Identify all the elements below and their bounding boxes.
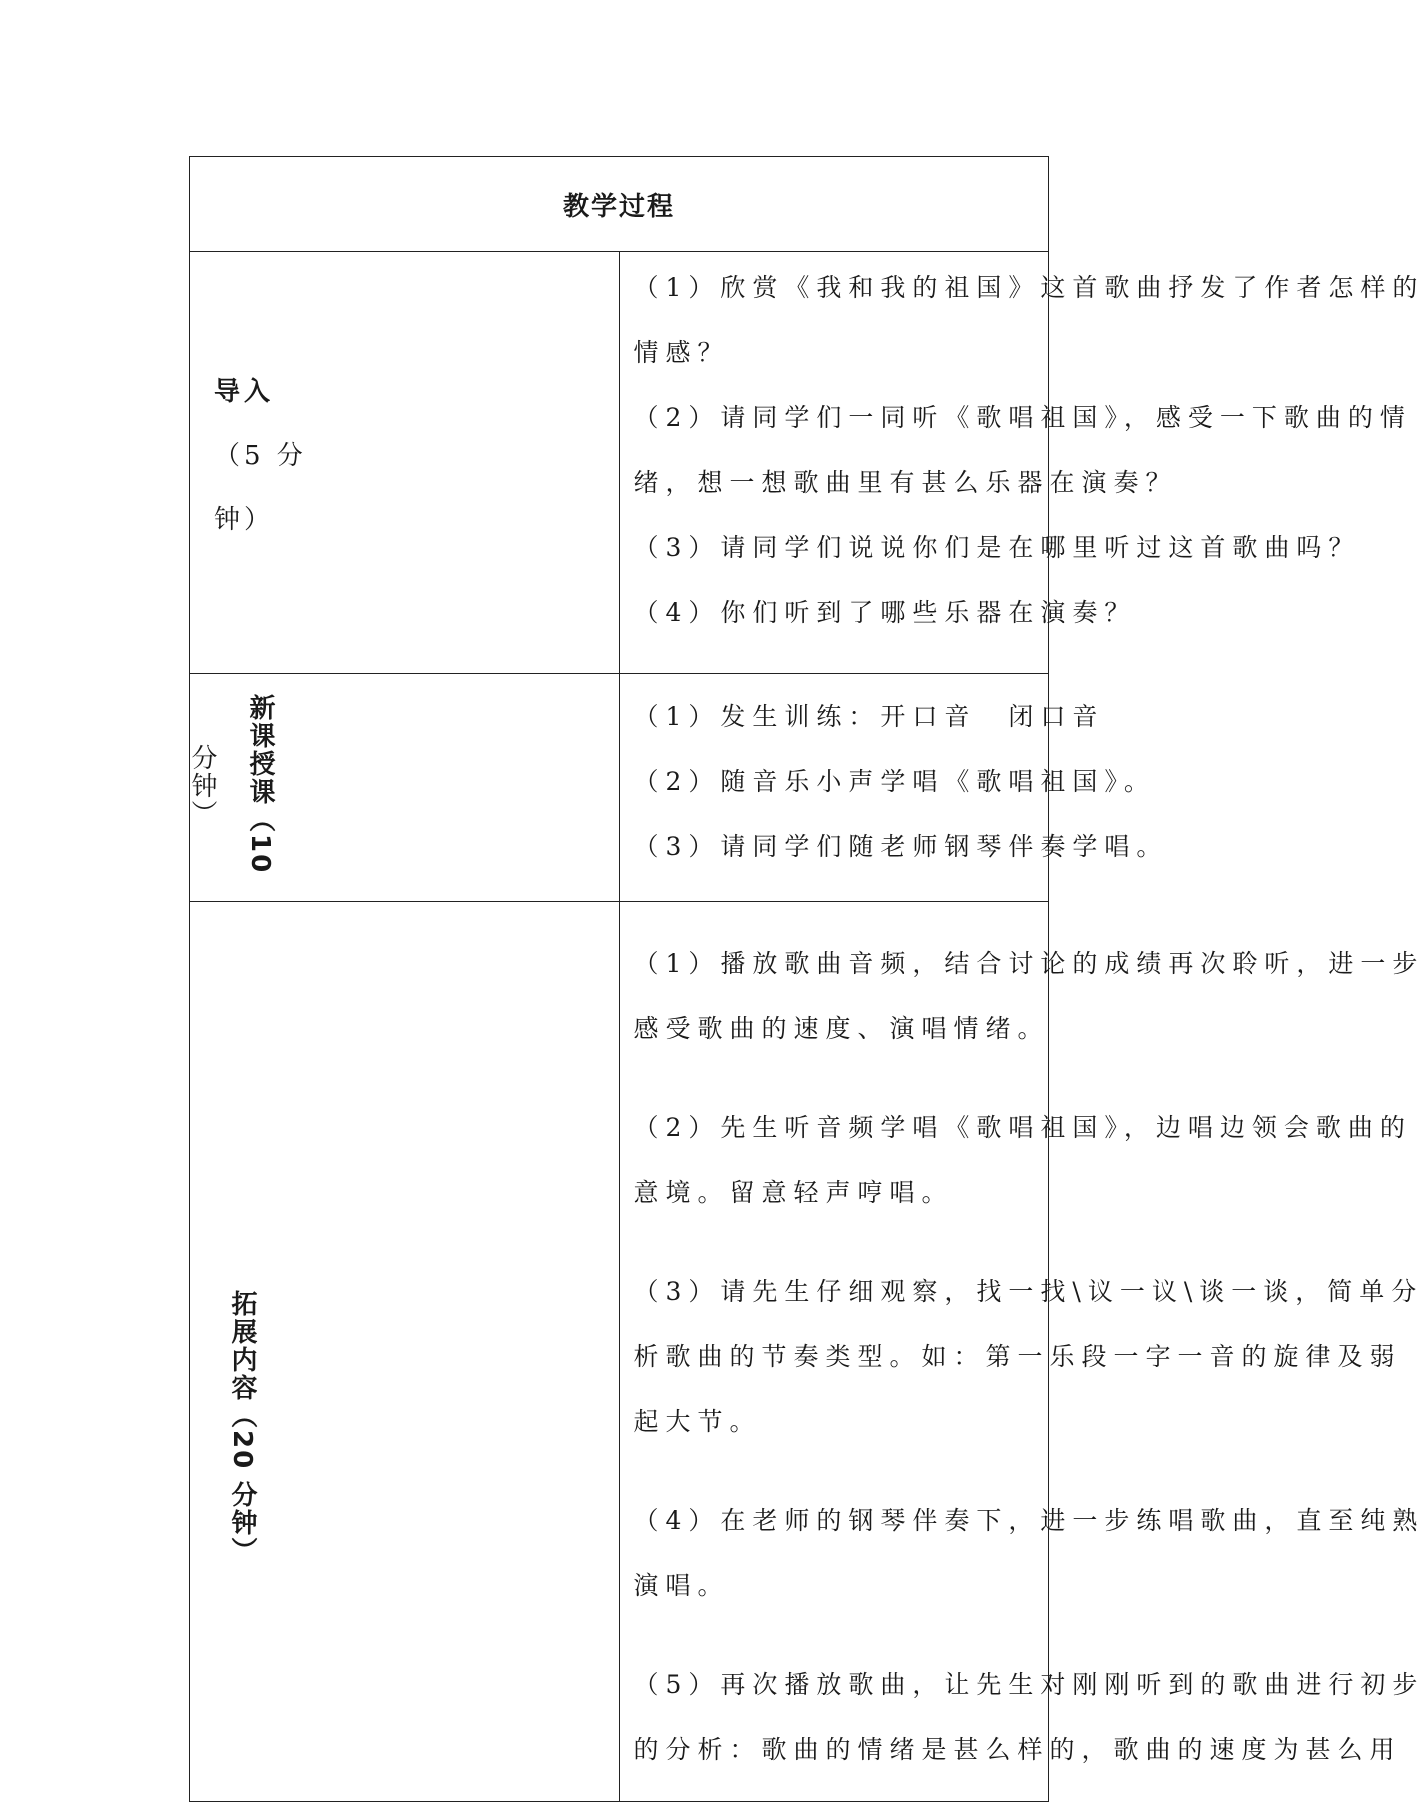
section-label-main-text: 新课授课（10: [245, 694, 275, 875]
section-row-extension: [190, 902, 1049, 1802]
content-line: 绪，想一想歌曲里有甚么乐器在演奏？: [633, 468, 1178, 497]
section-label-time: [184, 744, 221, 828]
content-line: （1）播放歌曲音频，结合讨论的成绩再次聆听，进一步: [633, 949, 1424, 978]
content-line: （2）随音乐小声学唱《歌唱祖国》。: [633, 767, 1156, 796]
content-line: （4）在老师的钢琴伴奏下，进一步练唱歌曲，直至纯熟: [633, 1506, 1424, 1535]
section-label-new-lesson: [187, 674, 620, 902]
content-line: 起大节。: [633, 1407, 762, 1436]
section-label-text: [214, 360, 307, 552]
section-label-intro: [190, 252, 620, 674]
content-line: 析歌曲的节奏类型。如：第一乐段一字一音的旋律及弱: [633, 1342, 1402, 1371]
section-label-time-1: （5 分: [214, 441, 307, 471]
content-line: 情感？: [633, 338, 730, 367]
section-content-intro: [619, 252, 1424, 674]
section-label-time-2: 钟）: [214, 505, 275, 535]
content-line: （5）再次播放歌曲，让先生对刚刚听到的歌曲进行初步: [633, 1670, 1424, 1699]
section-content-new-lesson: [619, 674, 1169, 902]
content-line: （3）请同学们说说你们是在哪里听过这首歌曲吗？: [633, 533, 1361, 562]
content-line: （4）你们听到了哪些乐器在演奏？: [633, 598, 1137, 627]
content-line: 意境。留意轻声哼唱。: [633, 1178, 954, 1207]
table-title-row: [190, 157, 1049, 252]
content-line: （1）发生训练：开口音 闭口音: [633, 702, 1105, 731]
section-label-main: [224, 1290, 261, 1565]
section-label-main: [242, 694, 279, 874]
teaching-process-table: [187, 156, 1424, 1802]
content-line: 感受歌曲的速度、演唱情绪。: [633, 1014, 1050, 1043]
content-line: 演唱。: [633, 1571, 730, 1600]
content-line: （1）欣赏《我和我的祖国》这首歌曲抒发了作者怎样的: [633, 273, 1424, 302]
content-line: （3）请同学们随老师钢琴伴奏学唱。: [633, 832, 1169, 861]
section-content-extension: [619, 902, 1424, 1802]
section-label-extension: [190, 902, 620, 1802]
content-line: （3）请先生仔细观察，找一找\议一议\谈一谈，简单分: [633, 1277, 1424, 1306]
content-line: 的分析：歌曲的情绪是甚么样的，歌曲的速度为甚么用: [633, 1735, 1402, 1764]
section-label-main-text: 拓展内容（20 分钟）: [227, 1290, 257, 1566]
content-line: （2）请同学们一同听《歌唱祖国》，感受一下歌曲的情: [633, 403, 1412, 432]
content-line: （2）先生听音频学唱《歌唱祖国》，边唱边领会歌曲的: [633, 1113, 1412, 1142]
section-label-time-text: 分钟）: [187, 744, 217, 828]
section-row-intro: [190, 252, 1049, 674]
table-title: 教学过程: [190, 157, 1049, 252]
section-label-main: 导入: [214, 377, 275, 407]
section-row-new-lesson: [190, 674, 1049, 902]
